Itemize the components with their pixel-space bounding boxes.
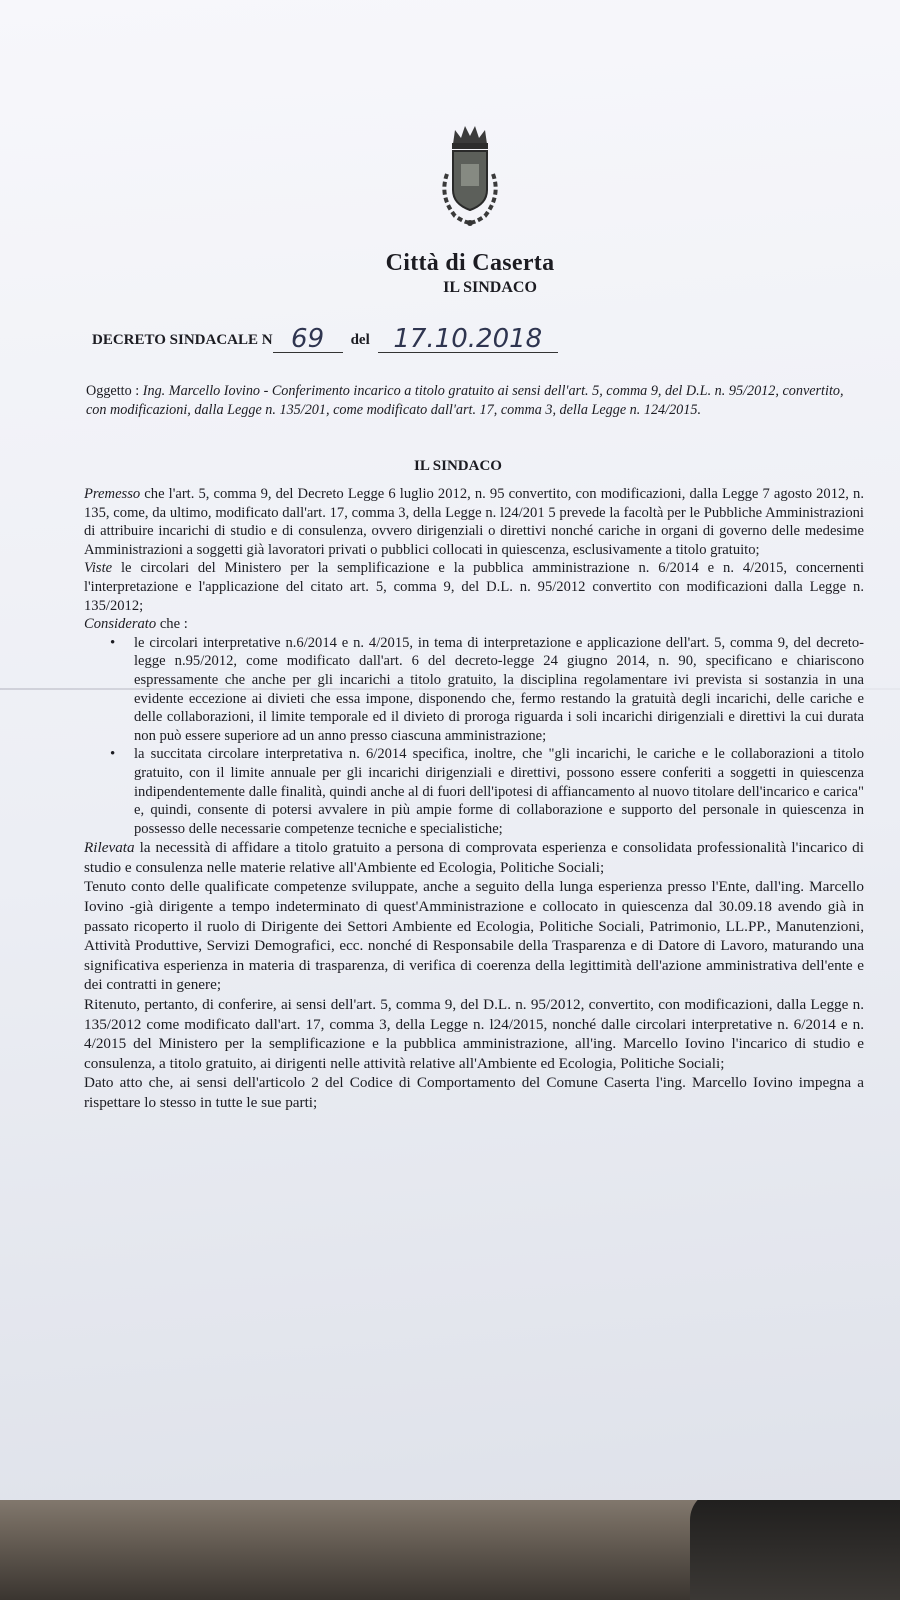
decree-del-label: del — [350, 332, 370, 348]
city-name: Città di Caserta — [385, 250, 555, 276]
document-body — [84, 485, 864, 1113]
considerato-lead: Considerato — [84, 616, 157, 633]
decree-date: 17.10.2018 — [378, 326, 558, 353]
car-seat-panel — [690, 1490, 900, 1600]
considerato-list — [84, 634, 864, 839]
paragraph-dato: Dato atto che, ai sensi dell'articolo 2 del Codice di Comportamento del Comune Caserta l'ing. Marcello Iovino impegna a rispettare lo stesso in tutte le sue parti; — [84, 1074, 864, 1111]
rilevata-lead: Rilevata — [84, 839, 135, 857]
rilevata-text: la necessità di affidare a titolo gratuito a persona di comprovata esperienza e consolidata professionalità l'incarico di studio e consulenza nelle materie relative all'Ambiente ed Ecologia, Politiche Sociali; — [84, 839, 864, 876]
paragraph-ritenuto: Ritenuto, pertanto, di conferire, ai sensi dell'art. 5, comma 9, del D.L. n. 95/2012, convertito, con modificazioni, dalla Legge n. 135/2012 come modificato dall'art. 17, comma 3, della Legge n. l24/2015, nonché dalle circolari interpretative n. 6/2014 e n. 4/2015 del Ministero per la semplificazione e la pubblica amministrazione, all'ing. Marcello Iovino l'incarico di studio e consulenza, a titolo gratuito, ai dirigenti nelle attività relative all'Ambiente ed Ecologia, Politiche Sociali; — [84, 996, 864, 1072]
mayor-heading: IL SINDACO — [443, 279, 537, 296]
decree-line — [92, 322, 652, 354]
body-lower — [84, 838, 864, 1112]
considerato-text: che : — [156, 616, 188, 633]
decree-label: DECRETO SINDACALE N — [92, 332, 273, 348]
section-heading: IL SINDACO — [414, 458, 502, 474]
paragraph-tenuto: Tenuto conto delle qualificate competenze sviluppate, anche a seguito della lunga esperienza presso l'Ente, dall'ing. Marcello Iovino -già dirigente a tempo indeterminato di quest'Amministrazione e collocato in quiescenza dal 30.09.18 avendo già in passato ricoperto il ruolo di Dirigente dei Settori Ambiente ed Ecologia, Politiche Sociali, Patrimonio, LL.PP., Manutenzioni, Attività Produttive, Servizi Demografici, ecc. nonché di Responsabile della Trasparenza e di Datore di Lavoro, maturando una significativa esperienza in materia di trasparenza, di verifica di coerenza della legittimità dell'azione amministrativa dell'ente e dei contratti in genere; — [84, 878, 864, 994]
premesso-text: che l'art. 5, comma 9, del Decreto Legge 6 luglio 2012, n. 95 convertito, con modificazioni, dalla Legge 7 agosto 2012, n. 135, come, da ultimo, modificato dall'art. 17, comma 3, della Legge n. l24/201 5 prevede la facoltà per le Pubbliche Amministrazioni di attribuire incarichi di studio e di consulenza, ovvero dirigenziali o direttivi nonché cariche in organi di governo delle medesime Amministrazioni a soggetti già lavoratori privati o pubblici collocati in quiescenza, esclusivamente a titolo gratuito; — [84, 486, 864, 558]
paragraph-viste — [84, 559, 864, 615]
document-header — [360, 124, 580, 297]
paragraph-considerato — [84, 615, 864, 634]
viste-text: le circolari del Ministero per la semplificazione e la pubblica amministrazione n. 6/2014 e n. 4/2015, concernenti l'interpretazione e l'applicazione del citato art. 5, comma 9, del D.L. n. 95/2012 convertito con modificazioni dalla Legge n. 135/2012; — [84, 560, 864, 614]
decree-number: 69 — [273, 326, 343, 353]
subject-label: Oggetto : — [86, 383, 140, 399]
viste-lead: Viste — [84, 560, 113, 577]
city-crest-icon — [433, 124, 507, 232]
paragraph-rilevata — [84, 838, 864, 877]
list-item: • le circolari interpretative n.6/2014 e n. 4/2015, in tema di interpretazione e applicazione dell'art. 5, comma 9, del decreto- legge n.95/2012, come modificato dall'art. 6 del decreto-legge 24 giugno 2014, n. 90, specificano e chiariscono espressamente che anche per gli incarichi a titolo gratuito, la disciplina regolamentare ivi prevista si sostanzia in una evidente eccezione ai divieti che essa impone, disponendo che, fermo restando la gratuità degli incarichi, delle cariche e delle collaborazioni, il limite temporale ed il divieto di proroga riguarda i soli incarichi dirigenziali e direttivi la cui durata non può essere superiore ad un anno presso ciascuna amministrazione; — [84, 634, 864, 746]
subject-block — [86, 382, 846, 420]
list-item: • la succitata circolare interpretativa n. 6/2014 specifica, inoltre, che "gli incarichi, le cariche e le collaborazioni a titolo gratuito, con il limite annuale per gli incarichi dirigenziali e direttivi, possono essere conferiti a soggetti in quiescenza indipendentemente dalle finalità, quindi anche al di fuori dell'ipotesi di affiancamento al nuovo titolare dell'incarico e carica" e, quindi, consente di potersi avvalere in più ampie forme di collaborazione e supporto del personale in quiescenza in possesso delle necessarie competenze tecniche e specialistiche; — [84, 745, 864, 838]
premesso-lead: Premesso — [84, 486, 141, 502]
subject-text: Ing. Marcello Iovino - Conferimento incarico a titolo gratuito ai sensi dell'art. 5, comma 9, del D.L. n. 95/2012, convertito, con modificazioni, dalla Legge n. 135/201, come modificato dall'art. 17, comma 3, della Legge n. 124/2015. — [86, 383, 844, 418]
paragraph-premesso — [84, 485, 864, 559]
